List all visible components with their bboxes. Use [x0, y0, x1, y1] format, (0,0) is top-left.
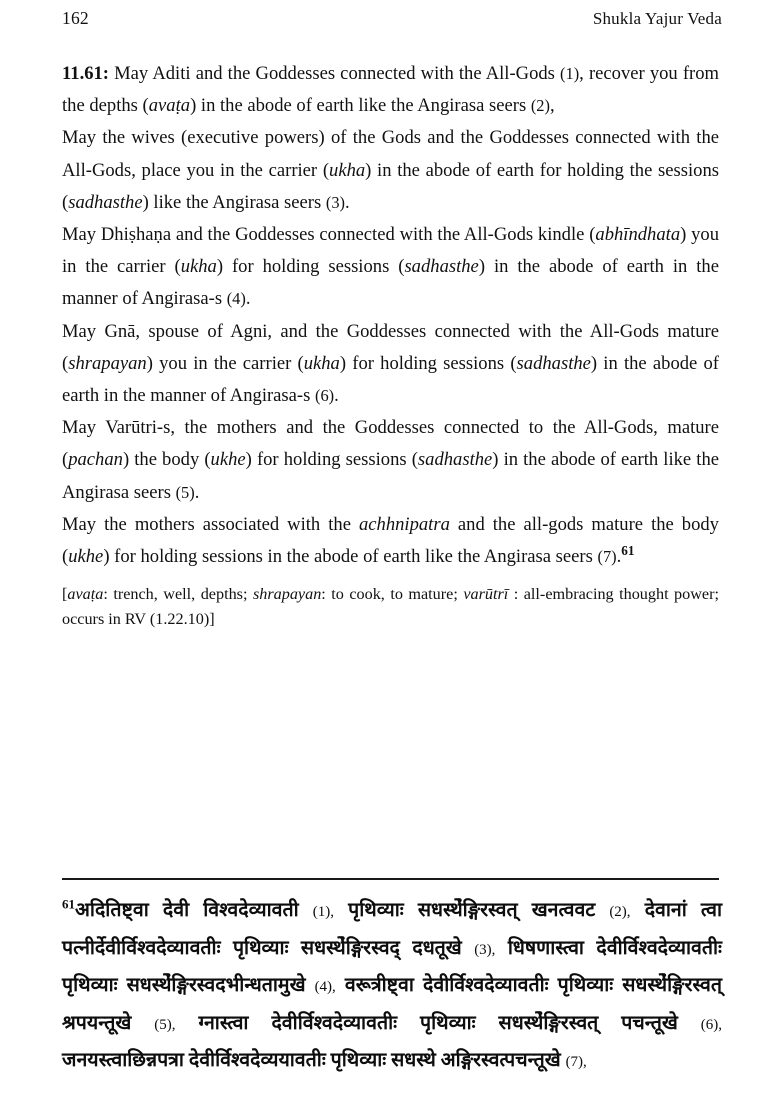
running-title: Shukla Yajur Veda	[592, 9, 722, 28]
verse-paragraph-3: May Dhiṣhaṇa and the Goddesses connected with the All-Gods kindle (abhīndhata) you in the carrier (ukha) for holding sessions (sadhasthe) in the abode of earth in the manner of Angirasa-s (4).	[62, 224, 720, 310]
running-head	[62, 8, 722, 29]
footnote-separator-rule	[62, 878, 719, 880]
verse-paragraph-5: May Varūtri-s, the mothers and the Goddesses connected to the All-Gods, mature (pachan) the body (ukhe) for holding sessions (sadhasthe) in the abode of earth like the Angirasa seers (5).	[62, 417, 719, 503]
footnote-devanagari-text: $^{61}$अदितिष्ट्वा देवी विश्वदेव्यावती (1), पृथिव्याः सधस्थे̉ङ्गिरस्वत् खनत्ववट (2), देवानां त्वा पत्नीर्देवीर्विश्वदेव्यावतीः पृथिव्याः सधस्थे̉ङ्गिरस्वद् दधतूखे (3), धिषणास्त्वा देवीर्विश्वदेव्यावतीः पृथिव्याः सधस्थे̉ङ्गिरस्वदभीन्धतामुखे (4), वरूत्रीष्ट्वा देवीर्विश्वदेव्यावतीः पृथिव्याः सधस्थे̉ङ्गिरस्वत् श्रपयन्तूखे (5), ग्नास्त्वा देवीर्विश्वदेव्यावतीः पृथिव्याः सधस्थे̉ङ्गिरस्वत् पचन्तूखे (6), जनयस्त्वाछिन्नपत्रा देवीर्विश्वदेव्ययावतीः पृथिव्याः सधस्थे अङ्गिरस्वत्पचन्तूखे (7),	[62, 896, 723, 1072]
body-text-column	[62, 58, 719, 648]
verse-paragraph-2: May the wives (executive powers) of the Gods and the Goddesses connected with the All-Gods, place you in the carrier (ukha) in the abode of earth for holding the sessions (sadhasthe) like the Angirasa seers (3).	[62, 127, 720, 213]
glossary-note: [avaṭa: trench, well, depths; shrapayan: to cook, to mature; varūtrī : all-embracing thought power; occurs in RV (1.22.10)]	[62, 585, 720, 629]
verse-paragraph-4: May Gnā, spouse of Agni, and the Goddesses connected with the All-Gods mature (shrapayan) you in the carrier (ukha) for holding sessions (sadhasthe) in the abode of earth in the manner of Angirasa-s (6).	[62, 320, 719, 407]
page-number: 162	[62, 8, 89, 28]
verse-paragraph-6: May the mothers associated with the achhnipatra and the all-gods mature the body (ukhe) for holding sessions in the abode of earth like the Angirasa seers (7).$^{61}$	[62, 513, 719, 568]
verse-paragraph-1: 11.61: May Aditi and the Goddesses connected with the All-Gods (1), recover you from the depths (avaṭa) in the abode of earth like the Angirasa seers (2),	[62, 63, 719, 117]
